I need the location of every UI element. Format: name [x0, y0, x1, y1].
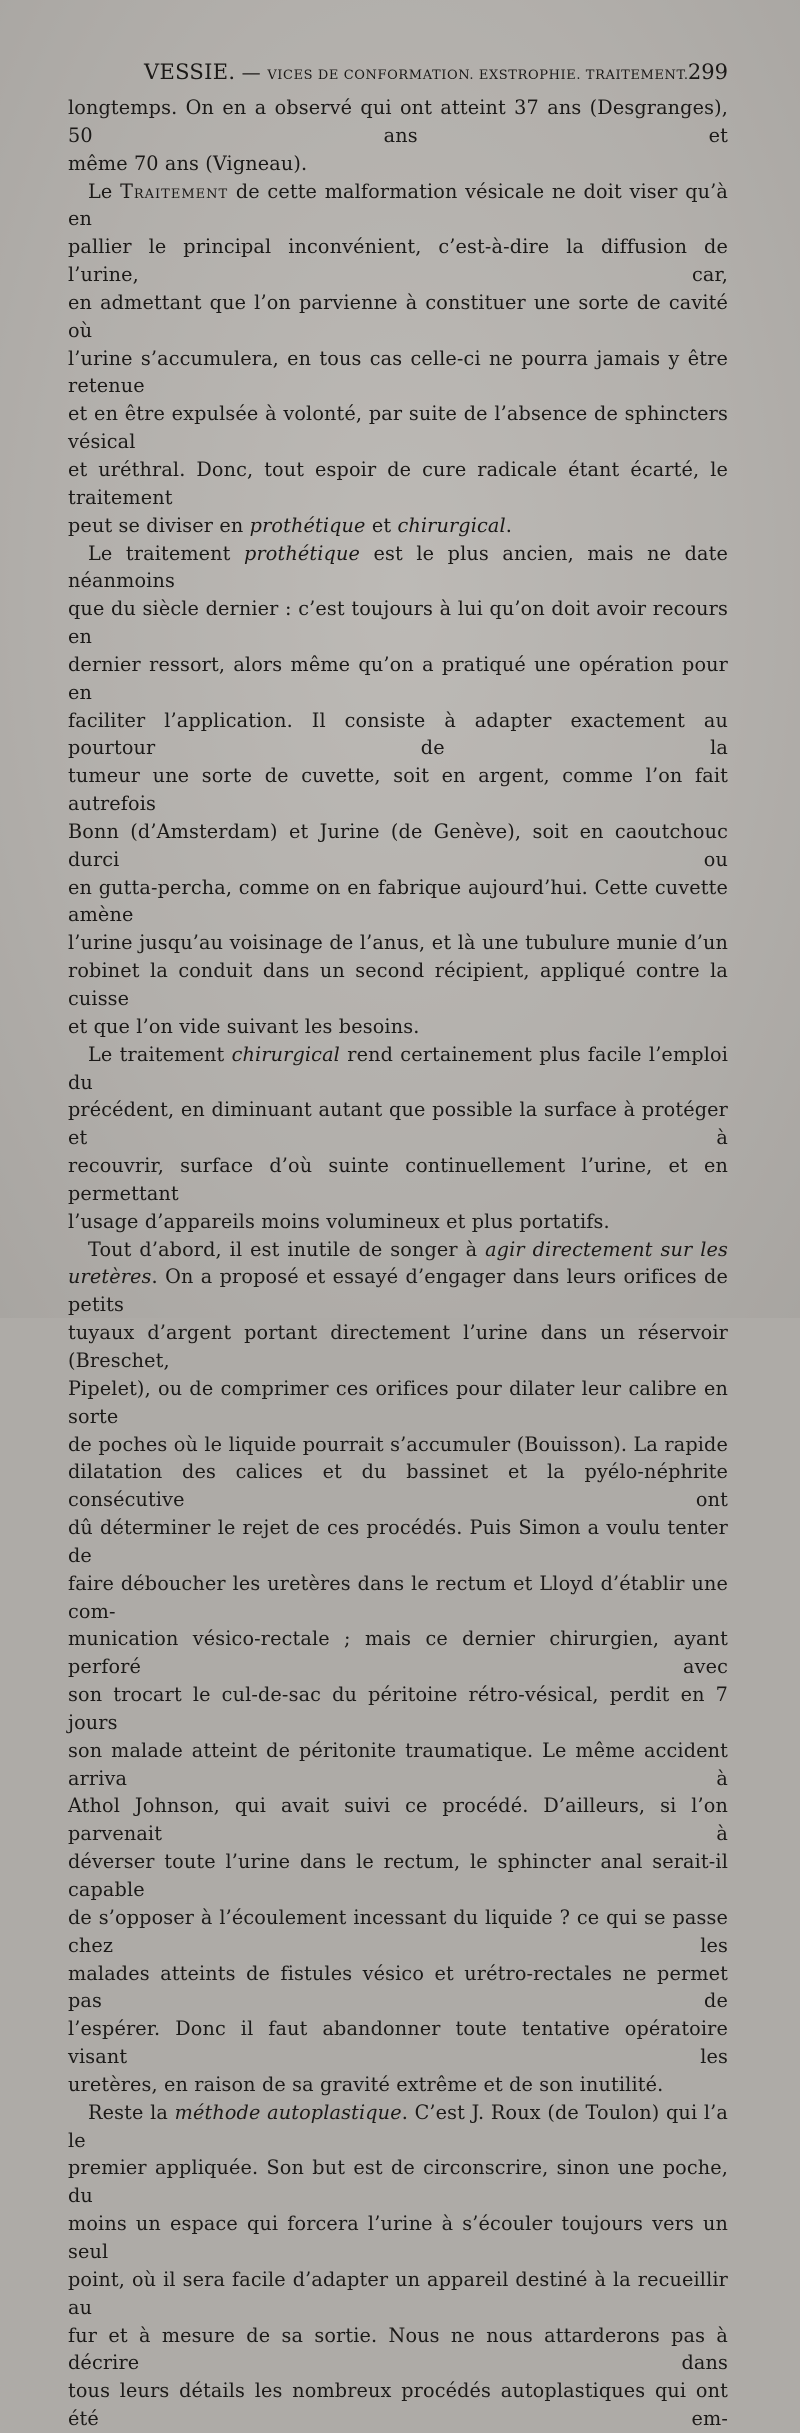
text-line: même 70 ans (Vigneau).	[68, 151, 308, 175]
text-line: Pipelet), ou de comprimer ces orifices pour dilater leur calibre en sorte	[68, 1376, 728, 1428]
text-line: tous leurs détails les nombreux procédés autoplastiques qui ont été em-	[68, 2379, 728, 2431]
line-lead: Le traitement	[88, 541, 245, 565]
text-line: l’usage d’appareils moins volumineux et plus portatifs.	[68, 1209, 610, 1233]
text-line: que du siècle dernier : c’est toujours à lui qu’on doit avoir recours en	[68, 597, 728, 649]
body-text	[68, 94, 728, 2433]
text-line: moins un espace qui forcera l’urine à s’écouler toujours vers un seul	[68, 2212, 728, 2263]
text-line: précédent, en diminuant autant que possible la surface à protéger et à	[68, 1098, 728, 1150]
text-line: déverser toute l’urine dans le rectum, le sphincter anal serait-il capable	[68, 1850, 728, 1901]
text-line: malades atteints de fistules vésico et urétro-rectales ne permet pas de	[68, 1961, 728, 2013]
text-line	[68, 1236, 728, 1264]
text-line: recouvrir, surface d’où suinte continuellement l’urine, et en permettant	[68, 1154, 728, 1205]
text-line: tuyaux d’argent portant directement l’urine dans un réservoir (Breschet,	[68, 1321, 728, 1372]
text-line: pallier le principal inconvénient, c’est-à-dire la diffusion de l’urine, car,	[68, 235, 728, 287]
text-line: l’urine s’accumulera, en tous cas celle-ci ne pourra jamais y être retenue	[68, 346, 728, 398]
line-rest: rend certainement plus facile l’emploi du	[68, 1042, 728, 1094]
line-lead: Le	[88, 179, 121, 203]
text-line	[68, 2099, 728, 2155]
text-line: en gutta-percha, comme on en fabrique aujourd’hui. Cette cuvette amène	[68, 875, 728, 927]
text-line: tumeur une sorte de cuvette, soit en argent, comme l’on fait autrefois	[68, 764, 728, 816]
line-lead: Tout d’abord, il est inutile de songer à	[88, 1237, 486, 1261]
text-line: munication vésico-rectale ; mais ce dernier chirurgien, ayant perforé avec	[68, 1627, 728, 1679]
text-line: premier appliquée. Son but est de circonscrire, sinon une poche, du	[68, 2156, 728, 2208]
page-number: 299	[687, 60, 728, 84]
line-rest: est le plus ancien, mais ne date néanmoins	[68, 541, 729, 593]
running-title-dash: —	[241, 62, 261, 84]
text-line: Athol Johnson, qui avait suivi ce procédé. D’ailleurs, si l’on parvenait à	[68, 1794, 728, 1846]
running-title-main: VESSIE.	[144, 60, 236, 84]
line-lead: peut se diviser en	[68, 513, 250, 537]
text-line: son trocart le cul-de-sac du péritoine rétro-vésical, perdit en 7 jours	[68, 1683, 728, 1734]
text-line: l’urine jusqu’au voisinage de l’anus, et là une tubulure munie d’un	[68, 931, 728, 955]
italic-term: uretères	[68, 1265, 152, 1289]
text-line: dû déterminer le rejet de ces procédés. Puis Simon a voulu tenter de	[68, 1516, 728, 1567]
section-keyword: Traitement	[120, 179, 229, 203]
text-line: faire déboucher les uretères dans le rectum et Lloyd d’établir une com-	[68, 1571, 728, 1623]
italic-term: chirurgical	[231, 1042, 340, 1066]
text-line: son malade atteint de péritonite traumatique. Le même accident arriva à	[68, 1738, 728, 1790]
text-line: fur et à mesure de sa sortie. Nous ne nous attarderons pas à décrire dans	[68, 2323, 728, 2375]
running-title-rest: VICES DE CONFORMATION. EXSTROPHIE. TRAITEMENT.	[267, 68, 689, 83]
line-lead: Reste la	[88, 2100, 175, 2124]
text-line	[68, 178, 728, 234]
line-mid: et	[365, 513, 398, 537]
text-line: en admettant que l’on parvienne à constituer une sorte de cavité où	[68, 290, 728, 342]
line-rest: de cette malformation vésicale ne doit viser qu’à en	[68, 179, 728, 231]
text-line: et uréthral. Donc, tout espoir de cure radicale étant écarté, le traitement	[68, 457, 728, 509]
text-line: longtemps. On en a observé qui ont atteint 37 ans (Desgranges), 50 ans et	[68, 96, 728, 147]
text-line	[68, 1263, 728, 1319]
text-line	[68, 512, 728, 540]
text-line: dilatation des calices et du bassinet et la pyélo-néphrite consécutive ont	[68, 1460, 728, 1512]
text-line: de poches où le liquide pourrait s’accumuler (Bouisson). La rapide	[68, 1432, 728, 1456]
text-line: l’espérer. Donc il faut abandonner toute tentative opératoire visant les	[68, 2017, 728, 2069]
running-title	[144, 60, 689, 84]
text-line: dernier ressort, alors même qu’on a pratiqué une opération pour en	[68, 652, 728, 704]
italic-term: méthode autoplastique	[174, 2100, 402, 2124]
running-header	[78, 58, 728, 88]
text-line: Bonn (d’Amsterdam) et Jurine (de Genève), soit en caoutchouc durci ou	[68, 819, 728, 871]
text-line: faciliter l’application. Il consiste à adapter exactement au pourtour de la	[68, 708, 728, 760]
italic-term: prothétique	[249, 513, 366, 537]
line-rest: .	[505, 513, 513, 537]
text-line	[68, 540, 728, 596]
italic-term: agir directement sur les	[485, 1237, 728, 1261]
text-line: et en être expulsée à volonté, par suite de l’absence de sphincters vésical	[68, 402, 728, 454]
text-line: uretères, en raison de sa gravité extrême et de son inutilité.	[68, 2072, 664, 2096]
italic-term: prothétique	[244, 541, 360, 565]
text-line	[68, 1041, 728, 1097]
text-line: et que l’on vide suivant les besoins.	[68, 1014, 420, 1038]
line-lead: Le traitement	[88, 1042, 232, 1066]
line-rest: . C’est J. Roux (de Toulon) qui l’a le	[68, 2100, 728, 2152]
text-line: robinet la conduit dans un second récipient, appliqué contre la cuisse	[68, 959, 728, 1010]
italic-term: chirurgical	[397, 513, 506, 537]
text-line: de s’opposer à l’écoulement incessant du liquide ? ce qui se passe chez les	[68, 1905, 728, 1957]
text-line: point, où il sera facile d’adapter un appareil destiné à la recueillir au	[68, 2267, 728, 2319]
line-rest: . On a proposé et essayé d’engager dans leurs orifices de petits	[68, 1265, 728, 1317]
